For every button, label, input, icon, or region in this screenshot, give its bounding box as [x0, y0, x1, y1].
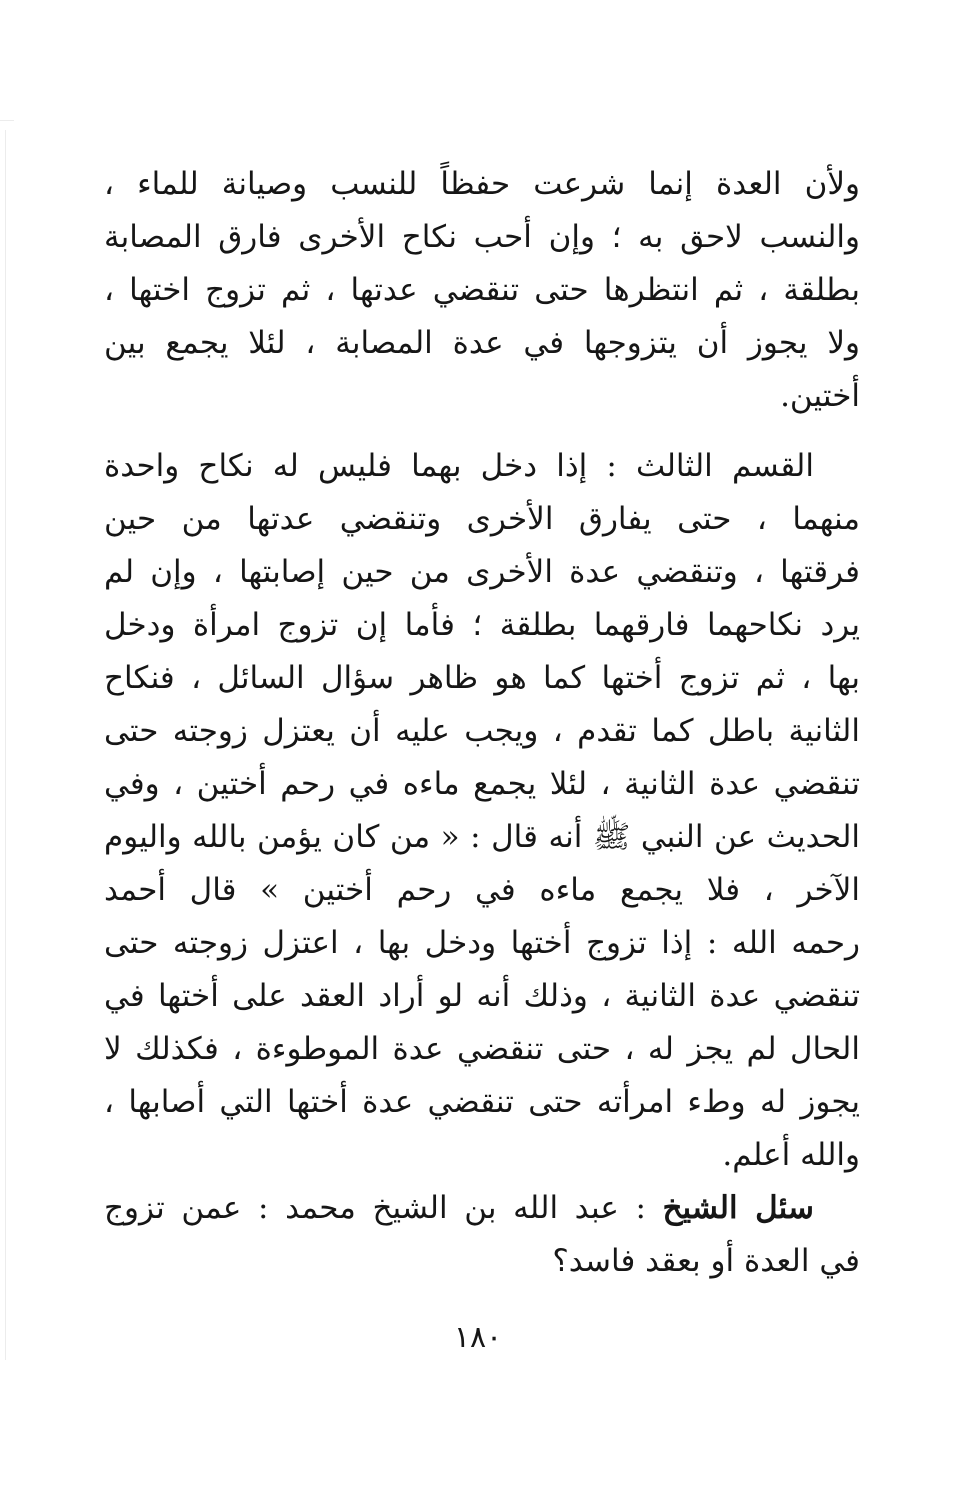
paragraph-2	[104, 440, 860, 1182]
scan-corner-mark	[0, 120, 14, 121]
paragraph-1	[104, 158, 860, 423]
paragraph-line: القسم الثالث : إذا دخل بهما فليس له نكاح واحدة	[104, 448, 814, 484]
paragraph-line: فرقتها ، وتنقضي عدة الأخرى من حين إصابتها ، وإن لم	[104, 554, 860, 590]
paragraph-line: تنقضي عدة الثانية ، لئلا يجمع ماءه في رحم أختين ، وفي	[104, 766, 860, 802]
paragraph-line: رحمه الله : إذا تزوج أختها ودخل بها ، اعتزل زوجته حتى	[104, 925, 860, 961]
paragraph-line: يرد نكاحهما فارقهما بطلقة ؛ فأما إن تزوج امرأة ودخل	[104, 607, 860, 643]
paragraph-line: ولأن العدة إنما شرعت حفظاً للنسب وصيانة للماء ،	[104, 166, 860, 202]
paragraph-line: الآخر ، فلا يجمع ماءه في رحم أختين » قال أحمد	[104, 872, 860, 908]
paragraph-line: الثانية باطل كما تقدم ، ويجب عليه أن يعتزل زوجته حتى	[104, 713, 860, 749]
paragraph-line: يجوز له وطء امرأته حتى تنقضي عدة أختها التي أصابها ،	[104, 1084, 860, 1120]
question-label: سئل الشيخ	[662, 1190, 814, 1226]
paragraph-line: بها ، ثم تزوج أختها كما هو ظاهر سؤال السائل ، فنكاح	[104, 660, 860, 696]
paragraph-line: تنقضي عدة الثانية ، وذلك أنه لو أراد العقد على أختها في	[104, 978, 860, 1014]
paragraph-line: والنسب لاحق به ؛ وإن أحب نكاح الأخرى فارق المصابة	[104, 219, 860, 255]
paragraph-line: الحديث عن النبي ﷺ أنه قال : « من كان يؤمن بالله واليوم	[104, 819, 860, 855]
question-line	[104, 1182, 860, 1235]
paragraph-line: منهما ، حتى يفارق الأخرى وتنقضي عدتها من حين	[104, 501, 860, 537]
question-line: في العدة أو بعقد فاسد؟	[552, 1243, 860, 1279]
paragraph-line: الحال لم يجز له ، حتى تنقضي عدة الموطوءة ، فكذلك لا	[104, 1031, 860, 1067]
page-number: ١٨٠	[453, 1320, 503, 1355]
paragraph-line: ولا يجوز أن يتزوجها في عدة المصابة ، لئلا يجمع بين	[104, 325, 860, 361]
scan-edge-line	[5, 130, 6, 1360]
paragraph-line: والله أعلم.	[722, 1137, 860, 1173]
paragraph-3	[104, 1182, 860, 1288]
question-text: : عبد الله بن الشيخ محمد : عمن تزوج	[104, 1190, 663, 1226]
paragraph-line: بطلقة ، ثم انتظرها حتى تنقضي عدتها ، ثم تزوج اختها ،	[104, 272, 860, 308]
paragraph-line: أختين.	[780, 378, 860, 414]
